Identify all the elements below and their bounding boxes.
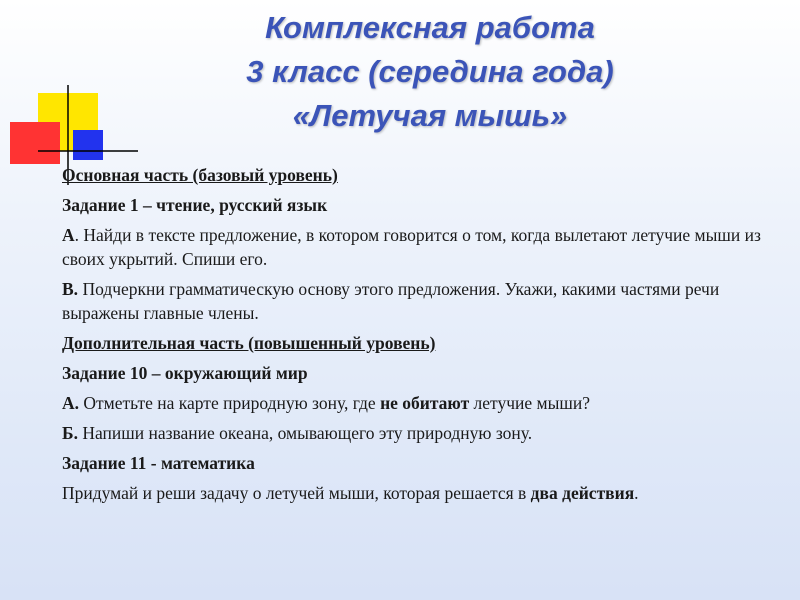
- item-a10-bold: не обитают: [380, 393, 470, 413]
- task11-text: [62, 481, 777, 505]
- title-line-2: 3 класс (середина года): [246, 54, 614, 89]
- task1-item-a: [62, 223, 777, 271]
- item-b10-prefix: Б.: [62, 423, 78, 443]
- slide-title: [130, 6, 730, 138]
- task10-item-a: [62, 391, 777, 415]
- task11-text1: Придумай и реши задачу о летучей мыши, которая решается в: [62, 483, 531, 503]
- red-square: [10, 122, 60, 164]
- item-b10-text: Напиши название океана, омывающего эту природную зону.: [77, 423, 533, 443]
- item-b-prefix: В.: [62, 279, 79, 299]
- blue-square: [73, 130, 103, 160]
- slide-content: [62, 163, 777, 511]
- title-line-1: Комплексная работа: [265, 10, 595, 45]
- task10-item-b: [62, 421, 777, 445]
- item-a10-prefix: А.: [62, 393, 80, 413]
- title-line-3: «Летучая мышь»: [292, 98, 568, 133]
- extra-part-heading: Дополнительная часть (повышенный уровень): [62, 333, 436, 353]
- basic-part-heading: Основная часть (базовый уровень): [62, 165, 338, 185]
- task11-heading: Задание 11 - математика: [62, 453, 255, 473]
- task11-text2: .: [634, 483, 639, 503]
- item-a-prefix: А: [62, 225, 75, 245]
- item-a-text: . Найди в тексте предложение, в котором говорится о том, когда вылетают летучие мыши из своих укрытий. Спиши его.: [62, 225, 761, 269]
- item-b-text: Подчеркни грамматическую основу этого предложения. Укажи, какими частями речи выражены главные члены.: [62, 279, 720, 323]
- item-a10-text1: Отметьте на карте природную зону, где: [79, 393, 381, 413]
- task1-heading: Задание 1 – чтение, русский язык: [62, 195, 328, 215]
- task10-heading: Задание 10 – окружающий мир: [62, 363, 308, 383]
- task1-item-b: [62, 277, 777, 325]
- item-a10-text2: летучие мыши?: [469, 393, 590, 413]
- task11-bold: два действия: [530, 483, 635, 503]
